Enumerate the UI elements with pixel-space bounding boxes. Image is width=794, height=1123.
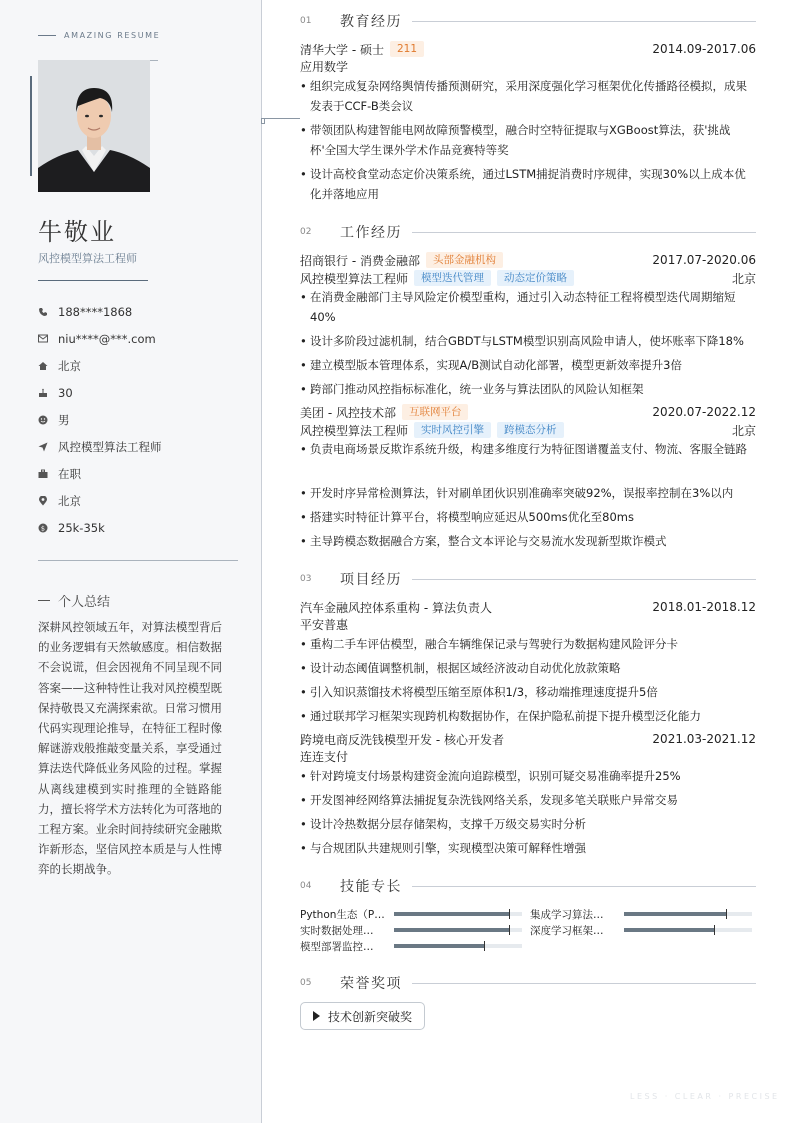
work-bullet: • 设计多阶段过滤机制，结合GBDT与LSTM模型识别高风险申请人，使坏账率下降18%: [300, 331, 756, 351]
skill-tag: 实时风控引擎: [414, 422, 491, 438]
education-date: 2014.09-2017.06: [652, 42, 756, 56]
money-icon: [38, 523, 58, 533]
info-salary-value: 25k-35k: [58, 520, 105, 535]
candidate-role: 风控模型算法工程师: [38, 252, 137, 265]
education-major: 应用数学: [300, 60, 349, 74]
project-entry: [300, 598, 756, 616]
brand-text: AMAZING RESUME: [64, 31, 161, 40]
section-title: 教育经历: [340, 14, 402, 30]
skill-item: [300, 923, 522, 937]
company-name: 美团 - 风控技术部: [300, 405, 396, 420]
section-title: 工作经历: [340, 225, 402, 241]
work-entry: [300, 251, 756, 269]
skill-level-fill: [394, 944, 484, 948]
info-item-city: [38, 352, 162, 379]
skill-item: [300, 939, 522, 953]
contact-info-list: [38, 298, 162, 541]
skill-tag: 模型迭代管理: [414, 270, 491, 286]
project-bullet: • 设计冷热数据分层存储架构，支撑千万级交易实时分析: [300, 814, 756, 834]
briefcase-icon: [38, 469, 58, 479]
info-status-value: 在职: [58, 466, 81, 481]
info-item-salary: [38, 514, 162, 541]
timeline-connector: [262, 118, 300, 119]
skill-level-fill: [624, 928, 714, 932]
project-bullet: • 开发图神经网络算法捕捉复杂洗钱网络关系，发现多笔关联账户异常交易: [300, 790, 756, 810]
project-org: 平安普惠: [300, 618, 349, 632]
work-bullet: • 主导跨模态数据融合方案，整合文本评论与交易流水发现新型欺诈模式: [300, 531, 756, 551]
skill-label: 实时数据处理…: [300, 924, 374, 937]
project-entry: [300, 730, 756, 748]
work-date: 2017.07-2020.06: [652, 253, 756, 267]
sidebar-divider: [38, 280, 148, 281]
work-city: 北京: [731, 423, 756, 438]
work-entry: [300, 403, 756, 421]
section-rule: [412, 579, 756, 580]
info-gender-value: 男: [58, 412, 70, 427]
school-tag: 211: [390, 41, 424, 57]
timeline-connector-node: [261, 118, 265, 124]
info-item-location: [38, 487, 162, 514]
skill-level-bar: [624, 928, 752, 932]
info-item-gender: [38, 406, 162, 433]
work-position-row: [300, 421, 756, 439]
info-item-target-role: [38, 433, 162, 460]
skill-tag: 动态定价策略: [497, 270, 574, 286]
skill-label: 深度学习框架…: [530, 924, 604, 937]
work-position-row: [300, 269, 756, 287]
section-work-header: [300, 222, 756, 242]
info-item-email: [38, 325, 162, 352]
footer-slogan: LESS · CLEAR · PRECISE: [630, 1092, 780, 1101]
profile-photo: [38, 60, 150, 192]
skill-level-fill: [624, 912, 726, 916]
project-bullet: • 通过联邦学习框架实现跨机构数据协作，在保护隐私前提下提升模型泛化能力: [300, 706, 756, 726]
skill-label: 集成学习算法…: [530, 908, 604, 921]
project-date: 2018.01-2018.12: [652, 600, 756, 614]
skill-item: [300, 907, 522, 921]
mail-icon: [38, 334, 58, 343]
info-location-value: 北京: [58, 493, 81, 508]
project-bullet: • 与合规团队共建规则引擎，实现模型决策可解释性增强: [300, 838, 756, 858]
skill-level-marker: [509, 925, 510, 935]
section-number: 05: [300, 978, 312, 988]
education-bullet: • 组织完成复杂网络舆情传播预测研究，采用深度强化学习框架优化传播路径模拟，成果发表于CCF-B类会议: [300, 76, 756, 116]
work-bullet: • 建立模型版本管理体系，实现A/B测试自动化部署，模型更新效率提升3倍: [300, 355, 756, 375]
skill-level-marker: [509, 909, 510, 919]
summary-title-text: 个人总结: [58, 595, 111, 610]
section-rule: [412, 886, 756, 887]
company-tag: 互联网平台: [402, 404, 469, 420]
section-rule: [412, 21, 756, 22]
send-icon: [38, 442, 58, 452]
work-bullet: • 负责电商场景反欺诈系统升级，构建多维度行为特征图谱覆盖支付、物流、客服全链路: [300, 439, 756, 459]
candidate-name: 牛敬业: [38, 218, 116, 246]
skill-label: Python生态（P…: [300, 908, 385, 921]
skill-item: [530, 923, 752, 937]
work-city: 北京: [731, 271, 756, 286]
skill-level-fill: [394, 928, 509, 932]
section-number: 01: [300, 16, 312, 26]
work-position: 风控模型算法工程师: [300, 271, 409, 286]
award-toggle-button[interactable]: [300, 1002, 425, 1030]
section-skills-header: [300, 876, 756, 896]
section-number: 02: [300, 227, 312, 237]
svg-text:$: $: [40, 523, 46, 532]
project-org: 连连支付: [300, 750, 349, 764]
project-bullet: • 设计动态阈值调整机制，根据区域经济波动自动优化放款策略: [300, 658, 756, 678]
summary-text: 深耕风控领域五年，对算法模型背后的业务逻辑有天然敏感度。相信数据不会说谎，但会因视角不同呈现不同答案——这种特性让我对风控模型既保持敬畏又充满探索欲。日常习惯用代码实现理论推导，在特征工程时像解谜游戏般推敲变量关系，享受通过算法迭代降低业务风险的过程。掌握从离线建模到实时推理的全链路能力，擅长将学术方法转化为可落地的工程方案。业余时间持续研究金融欺诈新形态，坚信风控本质是与人性博弈的长期战争。: [38, 620, 222, 877]
education-bullet: • 带领团队构建智能电网故障预警模型，融合时空特征提取与XGBoost算法，获'挑战杯'全国大学生课外学术作品竞赛特等奖: [300, 120, 756, 160]
project-name: 汽车金融风控体系重构 - 算法负责人: [300, 600, 492, 615]
work-date: 2020.07-2022.12: [652, 405, 756, 419]
photo-accent-bar: [30, 76, 32, 176]
work-bullet: • 搭建实时特征计算平台，将模型响应延迟从500ms优化至80ms: [300, 507, 756, 527]
info-item-phone: [38, 298, 162, 325]
skill-item: [530, 907, 752, 921]
info-phone-value: 188****1868: [58, 304, 133, 319]
skill-level-marker: [726, 909, 727, 919]
info-target-role-value: 风控模型算法工程师: [58, 439, 162, 454]
info-email-value: niu****@***.com: [58, 331, 156, 346]
brand-label: [38, 31, 160, 40]
section-title: 技能专长: [340, 879, 402, 895]
work-bullet: • 跨部门推动风控指标标准化，统一业务与算法团队的风险认知框架: [300, 379, 756, 399]
skill-level-bar: [394, 928, 522, 932]
info-item-age: [38, 379, 162, 406]
education-entry: [300, 40, 756, 58]
skill-level-bar: [394, 944, 522, 948]
section-title: 荣誉奖项: [340, 976, 402, 992]
skill-label: 模型部署监控…: [300, 940, 374, 953]
phone-icon: [38, 307, 58, 317]
education-bullet: • 设计高校食堂动态定价决策系统，通过LSTM捕捉消费时序规律，实现30%以上成本优化并落地应用: [300, 164, 756, 204]
sidebar-divider-2: [38, 560, 238, 561]
skill-level-marker: [484, 941, 485, 951]
school-name: 清华大学 - 硕士: [300, 42, 384, 57]
info-age-value: 30: [58, 385, 73, 400]
section-title: 项目经历: [340, 572, 402, 588]
project-bullet: • 引入知识蒸馏技术将模型压缩至原体积1/3，移动端推理速度提升5倍: [300, 682, 756, 702]
section-education-header: [300, 11, 756, 31]
project-name: 跨境电商反洗钱模型开发 - 核心开发者: [300, 732, 504, 747]
project-date: 2021.03-2021.12: [652, 732, 756, 746]
project-bullet: • 重构二手车评估模型，融合车辆维保记录与驾驶行为数据构建风险评分卡: [300, 634, 756, 654]
company-tag: 头部金融机构: [426, 252, 503, 268]
skill-level-marker: [714, 925, 715, 935]
project-bullet: • 针对跨境支付场景构建资金流向追踪模型，识别可疑交易准确率提升25%: [300, 766, 756, 786]
skill-level-bar: [394, 912, 522, 916]
skill-tag: 跨模态分析: [497, 422, 564, 438]
work-bullet: • 在消费金融部门主导风险定价模型重构，通过引入动态特征工程将模型迭代周期缩短40%: [300, 287, 756, 327]
work-position: 风控模型算法工程师: [300, 423, 409, 438]
company-name: 招商银行 - 消费金融部: [300, 253, 420, 268]
section-number: 04: [300, 881, 312, 891]
skill-level-bar: [624, 912, 752, 916]
section-number: 03: [300, 574, 312, 584]
location-icon: [38, 496, 58, 506]
section-honors-header: [300, 973, 756, 993]
play-icon: [313, 1011, 320, 1021]
smile-icon: [38, 415, 58, 425]
section-rule: [412, 232, 756, 233]
work-bullet: • 开发时序异常检测算法，针对刷单团伙识别准确率突破92%，误报率控制在3%以内: [300, 483, 756, 503]
award-label: 技术创新突破奖: [328, 1009, 413, 1024]
skill-level-fill: [394, 912, 509, 916]
section-projects-header: [300, 569, 756, 589]
section-rule: [412, 983, 756, 984]
info-city-value: 北京: [58, 358, 81, 373]
summary-title: [38, 591, 110, 610]
home-icon: [38, 361, 58, 371]
sidebar: [0, 0, 262, 1123]
cake-icon: [38, 388, 58, 398]
info-item-status: [38, 460, 162, 487]
